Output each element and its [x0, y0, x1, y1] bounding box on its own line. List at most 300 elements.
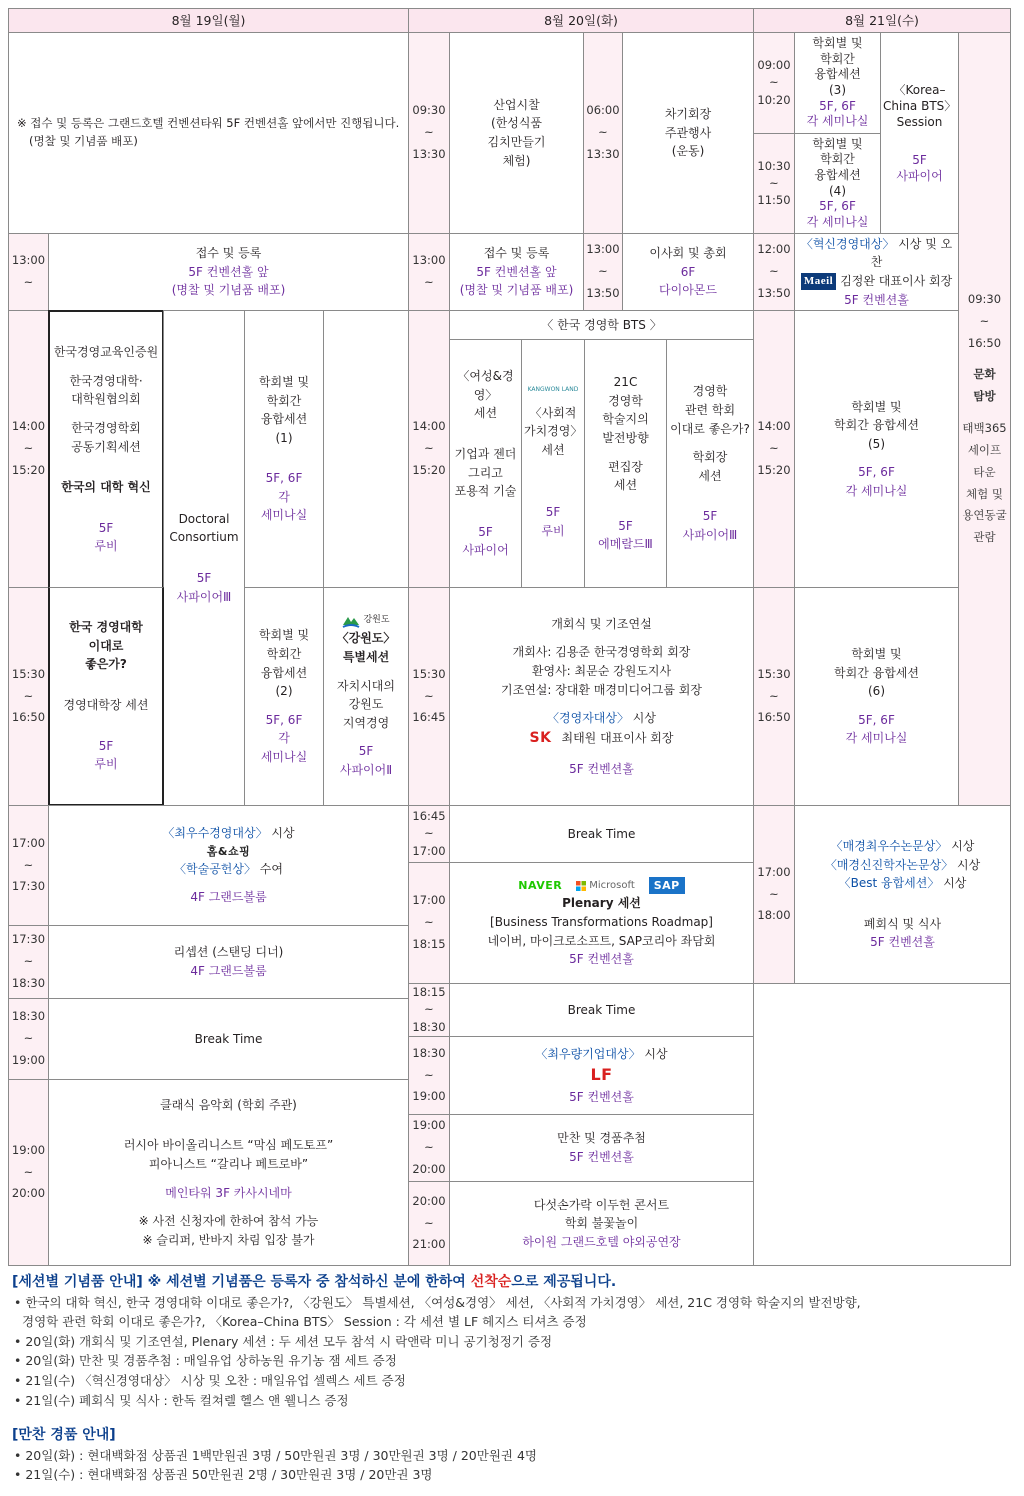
time-cell — [583, 32, 623, 234]
session-subtitle: 세션 — [613, 478, 638, 493]
day2-header-label: 8월 20일(화) — [544, 12, 618, 28]
day1-concert — [48, 1079, 409, 1266]
time-label: 13:00 — [586, 242, 620, 257]
event-place: 각 — [278, 731, 290, 746]
time-label: 17:30 — [11, 932, 46, 947]
session-title: 융합세션 — [814, 167, 861, 182]
event-detail: 환영사: 최문순 강원도지사 — [531, 664, 672, 679]
time-cell — [753, 233, 795, 311]
time-label: 17:00 — [11, 835, 46, 850]
korea-china-bts-session — [880, 32, 959, 234]
time-label: 14:00 — [11, 419, 46, 434]
event-place: 각 세미나실 — [806, 214, 869, 229]
award-name: 〈혁신경영대상〉 — [800, 236, 895, 251]
event-place: 하이원 그랜드호텔 야외공연장 — [522, 1234, 681, 1249]
time-cell — [408, 32, 450, 234]
time-cell — [753, 133, 795, 234]
ceo-name: 김정완 대표이사 회장 — [840, 274, 953, 288]
gangwon-logo-text: 강원도 — [363, 615, 390, 626]
time-label: 14:00 — [757, 419, 791, 434]
session-subtitle: 자치시대의 — [337, 678, 395, 693]
prize-heading: [만찬 경품 안내] — [12, 1427, 116, 1444]
break-label: Break Time — [567, 1002, 636, 1017]
time-cell — [408, 1114, 450, 1182]
culture-title: 탐방 — [973, 389, 996, 404]
time-label: 13:50 — [757, 285, 791, 300]
opening-ceremony — [449, 587, 754, 806]
event-place: 5F 컨벤션홀 — [569, 1089, 634, 1104]
doctoral-consortium — [163, 310, 245, 806]
time-label: 09:30 — [412, 103, 446, 118]
event-place: 세미나실 — [260, 749, 308, 764]
microsoft-logo-icon — [576, 881, 586, 891]
session-title: 학회간 — [820, 51, 855, 66]
gift-item: • 20일(화) 개회식 및 기조연설, Plenary 세션 : 두 세션 모두 참석 시 락앤락 미니 공기청정기 증정 — [14, 1333, 553, 1349]
time-label: ~ — [769, 264, 779, 279]
time-label: 19:00 — [412, 1118, 446, 1133]
session-title: 관련 학회 — [684, 403, 736, 418]
gangwon-logo-icon — [342, 613, 360, 629]
event-place: 5F, 6F — [265, 712, 303, 727]
day2-registration — [449, 233, 584, 311]
award-suffix: 시상 — [939, 876, 967, 891]
time-label: 13:50 — [586, 285, 620, 300]
time-cell — [408, 587, 450, 806]
event-title: Plenary 세션 — [562, 896, 641, 911]
event-place: 5F 컨벤션홀 앞 — [188, 264, 269, 279]
social-value-session — [521, 339, 585, 588]
event-place: 5F, 6F — [858, 465, 895, 480]
event-note: ※ 사전 신청자에 한하여 참석 가능 — [138, 1214, 319, 1229]
session-title: 융합세션 — [260, 412, 308, 427]
event-place: 사파이어Ⅱ — [339, 762, 393, 777]
event-detail: 개회사: 김용준 한국경영학회 회장 — [512, 645, 691, 660]
time-label: 13:30 — [586, 146, 620, 161]
time-cell — [8, 925, 49, 999]
time-label: ~ — [424, 688, 434, 703]
time-label: 18:30 — [11, 1009, 46, 1024]
org-name: 한국경영학회 — [71, 420, 141, 435]
fusion-session-3 — [794, 32, 881, 134]
day3-empty-area — [753, 983, 1011, 1266]
event-place: 5F 컨벤션홀 — [569, 1150, 634, 1164]
event-note: (명찰 및 기념품 배포) — [459, 283, 574, 298]
event-title: 체험) — [502, 153, 531, 168]
dinner-lottery — [449, 1114, 754, 1182]
award-name: 〈최우수경영대상〉 — [162, 826, 268, 841]
time-label: 13:00 — [11, 253, 46, 268]
event-place: 각 — [278, 489, 290, 504]
session-title: 세션 — [473, 406, 498, 421]
org-name: 한국경영대학· — [69, 373, 143, 388]
gift-item: • 20일(화) 만찬 및 경품추첨 : 매일유업 상하농원 유기농 잼 세트 증정 — [14, 1353, 397, 1369]
time-label: ~ — [769, 886, 779, 901]
time-label: 19:00 — [11, 1052, 46, 1067]
time-label: 21:00 — [412, 1237, 446, 1252]
closing-ceremony — [794, 805, 1011, 984]
session-title: 학회별 및 — [851, 647, 902, 662]
gift-description: 으로 제공됩니다. — [511, 1274, 617, 1290]
award-name: 〈학술공헌상〉 — [174, 861, 256, 876]
time-cell — [408, 862, 450, 984]
day1-break-time — [48, 998, 409, 1080]
time-label: ~ — [23, 857, 34, 872]
award-name: 〈매경신진학자논문상〉 — [824, 857, 954, 872]
time-label: 09:30 — [967, 291, 1002, 306]
prize-item: • 21일(수) : 현대백화점 상품권 50만원권 2명 / 30만원권 3명 / 20만권 3명 — [14, 1467, 433, 1483]
event-title: 접수 및 등록 — [195, 246, 262, 261]
event-title: 김치만들기 — [487, 135, 546, 149]
session-title: (1) — [275, 430, 293, 445]
time-label: ~ — [424, 275, 434, 289]
event-place: 사파이어 — [896, 169, 943, 184]
break-label: Break Time — [567, 826, 636, 841]
day2-break-2 — [449, 983, 754, 1037]
time-label: 10:30 — [757, 158, 791, 173]
session-title: 〈사회적 — [529, 405, 577, 420]
time-cell — [8, 805, 49, 926]
prize-item: • 20일(화) : 현대백화점 상품권 1백만원권 3명 / 50만원권 3명 / 30만원권 3명 / 20만원권 4명 — [14, 1447, 537, 1463]
event-place: 5F 컨벤션홀 — [569, 952, 634, 967]
gift-heading — [12, 1272, 1012, 1293]
day1-header — [8, 8, 409, 33]
time-label: 06:00 — [586, 103, 620, 118]
time-cell — [753, 805, 795, 984]
gift-highlight: 선착순 — [470, 1274, 512, 1290]
time-label: 18:30 — [412, 1019, 446, 1034]
session-title: 학회간 — [266, 647, 302, 662]
time-label: 19:00 — [11, 1142, 46, 1157]
journal-session — [584, 339, 667, 588]
event-title: 다섯손가락 이두헌 콘서트 — [533, 1197, 670, 1212]
day1-header-label: 8월 19일(월) — [171, 12, 246, 28]
time-label: 17:00 — [757, 864, 791, 879]
time-cell — [408, 1181, 450, 1266]
award-suffix: 시상 — [947, 839, 975, 854]
event-place: 5F, 6F — [819, 98, 856, 113]
session-title: 〈여성&경영〉 — [457, 369, 514, 402]
culture-detail: 체험 및 — [966, 486, 1003, 501]
day1-award-ceremony — [48, 805, 409, 926]
time-label: 18:30 — [11, 975, 46, 990]
day2-break-1 — [449, 805, 754, 863]
time-label: 10:20 — [757, 92, 791, 107]
event-detail: 러시아 바이올리니스트 “막심 페도토프” — [123, 1138, 334, 1153]
women-session — [449, 339, 522, 588]
bts-header — [449, 310, 754, 340]
event-place: 각 세미나실 — [806, 114, 869, 129]
session-title: 21C — [613, 375, 638, 390]
time-label: 09:00 — [757, 58, 791, 73]
time-label: ~ — [23, 275, 34, 289]
event-place: 5F — [478, 524, 493, 539]
event-note: (명찰 및 기념품 배포) — [171, 283, 286, 298]
session-subtitle: 편집장 — [608, 459, 643, 474]
event-title: 개회식 및 기조연설 — [551, 616, 652, 631]
award-suffix: 시상 — [267, 826, 295, 841]
org-name: 한국경영교육인증원 — [53, 345, 159, 360]
session-title: Consortium — [169, 530, 239, 545]
event-title: 폐회식 및 식사 — [863, 916, 942, 931]
time-label: 15:30 — [412, 666, 446, 681]
time-label: ~ — [424, 125, 434, 140]
time-label: 15:20 — [757, 462, 791, 477]
time-label: ~ — [23, 1031, 34, 1046]
industry-tour — [449, 32, 584, 234]
event-title: (운동) — [671, 144, 705, 159]
award-suffix: 시상 및 오찬 — [870, 236, 953, 270]
event-place: 5F — [98, 520, 114, 535]
event-place: 각 세미나실 — [845, 483, 908, 498]
maeil-logo: Maeil — [801, 273, 836, 290]
day1-registration — [48, 233, 409, 311]
time-label: ~ — [424, 441, 434, 456]
corporate-award — [449, 1036, 754, 1115]
award-suffix: 시상 — [628, 711, 656, 726]
session-subtitle: 경영대학장 세션 — [63, 698, 149, 712]
gift-item: • 한국의 대학 혁신, 한국 경영대학 이대로 좋은가?, 〈강원도〉 특별세션, 〈여성&경영〉 세션, 〈사회적 가치경영〉 세션, 21C 경영학 학술지의 발전방향, — [14, 1294, 861, 1310]
session-title: 융합세션 — [260, 665, 308, 680]
award-name: 〈매경최우수논문상〉 — [830, 839, 948, 854]
time-label: 16:50 — [757, 710, 791, 725]
org-name: 공동기획세션 — [71, 439, 141, 454]
time-label: ~ — [23, 441, 34, 456]
culture-detail: 태백365 — [962, 421, 1007, 436]
event-place: 5F, 6F — [858, 712, 895, 727]
session-subtitle: 강원도 — [348, 697, 384, 712]
event-place: 루비 — [541, 523, 565, 538]
time-cell — [8, 233, 49, 311]
time-label: 17:00 — [412, 843, 446, 858]
event-title: 주관행사 — [664, 125, 712, 140]
time-cell — [408, 983, 450, 1037]
time-label: ~ — [23, 688, 34, 703]
next-chair-event — [622, 32, 754, 234]
event-title: 학회 불꽃놀이 — [564, 1216, 639, 1231]
event-subtitle: [Business Transformations Roadmap] — [490, 914, 713, 929]
event-title: 리셉션 (스탠딩 디너) — [173, 945, 284, 960]
event-place: 다이아몬드 — [659, 283, 717, 298]
time-label: ~ — [769, 688, 779, 703]
event-place: 5F, 6F — [819, 199, 856, 214]
session-title: 학회별 및 — [812, 36, 863, 51]
sap-logo: SAP — [649, 877, 685, 894]
event-place: 5F — [545, 505, 561, 520]
day1-reception — [48, 925, 409, 999]
fusion-session-2 — [244, 587, 324, 806]
sk-logo: SK — [529, 729, 552, 746]
time-cell — [753, 32, 795, 134]
event-place: 6F — [680, 264, 696, 279]
deans-session — [48, 587, 164, 806]
event-place: 5F, 6F — [265, 471, 303, 486]
event-place: 5F 컨벤션홀 — [569, 761, 634, 776]
session-title: Session — [896, 114, 943, 129]
day2-header — [408, 8, 754, 33]
notice-line: (명찰 및 기념품 배포) — [29, 134, 138, 148]
session-title: 경영학 — [692, 384, 728, 399]
microsoft-logo: Microsoft — [589, 880, 635, 892]
gift-item: • 21일(수) 〈혁신경영대상〉 시상 및 오찬 : 매일유업 셀렉스 세트 증정 — [14, 1372, 406, 1388]
evening-concert — [449, 1181, 754, 1266]
time-label: 17:00 — [412, 893, 446, 908]
time-label: ~ — [424, 1002, 434, 1017]
session-title: 학회간 — [820, 152, 855, 167]
time-label: ~ — [424, 1067, 434, 1082]
culture-tour-time — [958, 32, 1011, 806]
session-subtitle: 기업과 젠더 — [454, 446, 517, 461]
plenary-session — [449, 862, 754, 984]
session-title: 학회간 융합세션 — [834, 418, 919, 433]
session-title: 학회별 및 — [258, 628, 310, 643]
day1-notice — [8, 32, 409, 234]
time-label: 18:15 — [412, 936, 446, 951]
session-title: 학회별 및 — [851, 399, 902, 414]
session-title: 한국의 대학 혁신 — [61, 480, 151, 495]
award-name: 〈최우량기업대상〉 — [535, 1046, 641, 1061]
time-label: ~ — [424, 915, 434, 930]
session-title: 학회별 및 — [812, 136, 863, 151]
session-title: 세션 — [541, 442, 565, 457]
time-label: 11:50 — [757, 193, 791, 208]
time-label: ~ — [424, 1215, 434, 1230]
fusion-session-5 — [794, 310, 959, 588]
session-title: (4) — [829, 183, 846, 198]
event-place: 루비 — [94, 757, 118, 772]
bts-header-label: 〈 한국 경영학 BTS 〉 — [541, 317, 662, 332]
event-detail: 네이버, 마이크로소프트, SAP코리아 좌담회 — [487, 933, 716, 948]
time-cell — [8, 1079, 49, 1266]
session-title: China BTS〉 — [883, 98, 957, 113]
event-detail: 기조연설: 장대환 매경미디어그룹 회장 — [501, 682, 702, 697]
time-label: 15:30 — [11, 666, 46, 681]
event-place: 5F — [702, 509, 718, 524]
time-cell — [408, 805, 450, 863]
fusion-session-4 — [794, 133, 881, 234]
schedule-grid — [8, 8, 1011, 1266]
gangwon-session — [323, 587, 409, 806]
time-cell — [583, 233, 623, 311]
time-label: ~ — [23, 1164, 34, 1179]
time-label: 13:00 — [412, 253, 446, 268]
time-label: 15:30 — [757, 666, 791, 681]
award-name: 〈Best 융합세션〉 — [838, 876, 940, 891]
event-place: 5F 컨벤션홀 — [870, 935, 935, 950]
session-title: 학회간 융합세션 — [834, 665, 919, 680]
org-name: 대학원협의회 — [71, 392, 141, 407]
joint-session — [48, 310, 164, 588]
day3-header — [753, 8, 1011, 33]
session-title: 〈Korea– — [893, 82, 946, 97]
event-place: 사파이어 — [462, 543, 509, 558]
time-label: ~ — [598, 264, 608, 279]
homeshopping-logo: 홈&쇼핑 — [206, 844, 251, 858]
time-label: ~ — [769, 441, 779, 456]
time-label: 18:15 — [412, 985, 446, 1000]
time-label: 12:00 — [757, 242, 791, 257]
event-title: 접수 및 등록 — [483, 246, 550, 261]
session-title: Doctoral — [178, 511, 230, 526]
event-place: 에메랄드Ⅲ — [598, 537, 653, 552]
ceo-name: 최태원 대표이사 회장 — [561, 731, 674, 746]
event-title: 차기회장 — [664, 107, 712, 122]
gift-item: • 21일(수) 폐회식 및 식사 : 한독 컬쳐렐 헬스 앤 웰니스 증정 — [14, 1392, 349, 1408]
societies-session — [666, 339, 754, 588]
session-title: 〈강원도〉 — [336, 631, 396, 646]
event-place: 5F — [196, 571, 212, 585]
time-label: 19:00 — [412, 1089, 446, 1104]
time-label: 20:00 — [412, 1161, 446, 1176]
time-cell — [753, 310, 795, 588]
event-place: 메인타워 3F 카사시네마 — [165, 1185, 292, 1200]
fusion-session-6 — [794, 587, 959, 806]
time-cell — [8, 310, 49, 588]
lf-logo: LF — [590, 1065, 613, 1085]
gangwon-logo — [342, 613, 389, 629]
award-suffix: 수여 — [255, 861, 283, 876]
time-label: 13:30 — [412, 146, 446, 161]
time-label: 20:00 — [412, 1193, 446, 1208]
event-place: 5F — [98, 738, 114, 753]
session-title: (5) — [868, 436, 885, 451]
session-subtitle: 학회장 — [692, 450, 728, 465]
event-note: ※ 슬리퍼, 반바지 차림 입장 불가 — [142, 1232, 315, 1247]
fusion-session-1 — [244, 310, 324, 588]
time-label: 16:45 — [412, 710, 446, 725]
time-label: ~ — [769, 75, 779, 90]
session-title: 특별세션 — [342, 650, 390, 665]
event-place: 세미나실 — [260, 508, 308, 523]
session-title: (2) — [275, 684, 293, 699]
time-label: 15:20 — [11, 462, 46, 477]
event-title: 이사회 및 총회 — [649, 246, 727, 261]
award-suffix: 시상 — [953, 857, 981, 872]
event-place: 4F 그랜드볼룸 — [190, 964, 267, 978]
culture-detail: 타운 — [973, 464, 996, 479]
time-label: 15:20 — [412, 462, 446, 477]
event-place: 5F — [912, 153, 927, 168]
kangwonland-logo: KANGWON LAND — [527, 386, 579, 394]
session-title: 이대로 좋은가? — [670, 421, 750, 436]
culture-detail: 관람 — [973, 530, 996, 545]
time-label: 20:00 — [11, 1186, 46, 1201]
session-subtitle: 세션 — [698, 468, 722, 483]
session-title: 경영학 — [608, 393, 643, 408]
time-label: 18:30 — [412, 1045, 446, 1060]
time-cell — [753, 587, 795, 806]
event-place: 5F 컨벤션홀 앞 — [476, 264, 557, 279]
session-title: (3) — [829, 83, 846, 97]
notice-line: ※ 접수 및 등록은 그랜드호텔 컨벤션타워 5F 컨벤션홀 앞에서만 진행됩니다. — [17, 116, 400, 131]
session-title: (6) — [868, 684, 885, 699]
session-subtitle: 포용적 기술 — [454, 484, 517, 499]
gift-description: ※ 세션별 기념품은 등록자 중 참석하신 분에 한하여 — [142, 1274, 471, 1290]
time-label: 18:00 — [757, 908, 791, 923]
award-suffix: 시상 — [640, 1046, 668, 1061]
time-label: ~ — [979, 313, 990, 328]
time-label: 16:45 — [412, 809, 446, 824]
event-place: 사파이어Ⅲ — [176, 589, 232, 604]
gift-item: 경영학 관련 학회 이대로 좋은가?, 〈Korea–China BTS〉 Session : 각 세션 별 LF 헤지스 티셔츠 증정 — [22, 1314, 587, 1330]
session-title: 이대로 — [88, 638, 124, 653]
time-label: 16:50 — [11, 710, 46, 725]
board-meeting — [622, 233, 754, 311]
time-label: 14:00 — [412, 419, 446, 434]
time-cell — [8, 998, 49, 1080]
event-place: 루비 — [94, 539, 118, 554]
session-title: 가치경영〉 — [524, 424, 583, 439]
day1-empty-cell — [323, 310, 409, 588]
